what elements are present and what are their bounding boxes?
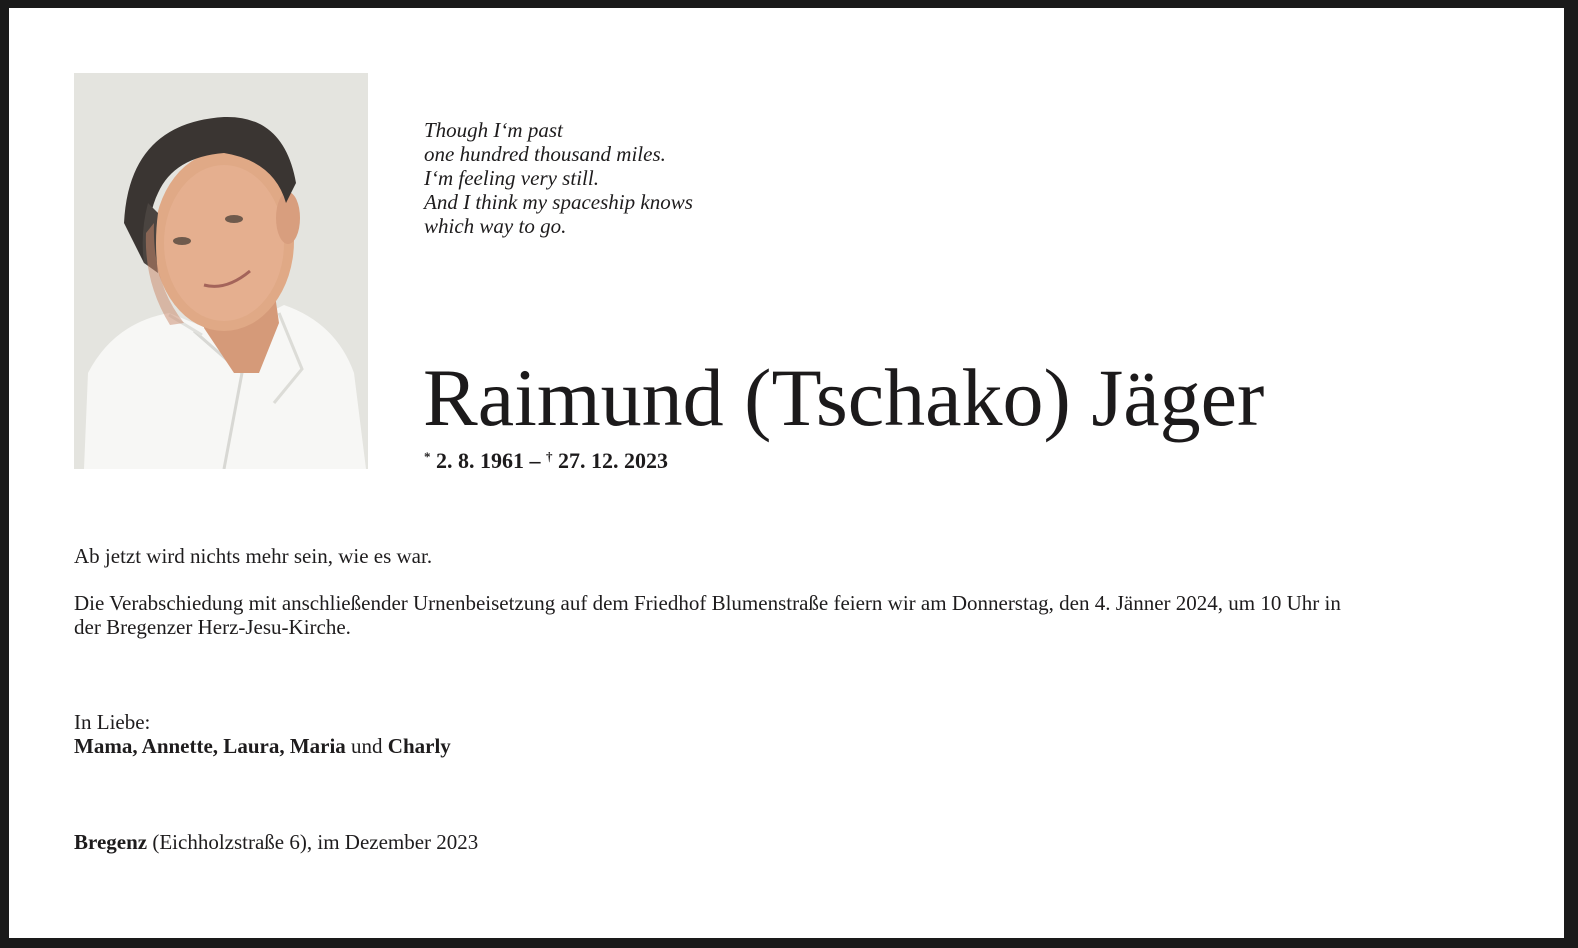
life-dates	[424, 448, 668, 474]
intro-text: Ab jetzt wird nichts mehr sein, wie es war.	[74, 544, 433, 568]
birth-symbol: *	[424, 449, 431, 464]
ceremony-line: Die Verabschiedung mit anschließender Urnenbeisetzung auf dem Friedhof Blumenstraße feiern wir am Donnerstag, den 4. Jänner 2024, um 10 Uhr in	[74, 591, 1341, 615]
birth-date: 2. 8. 1961	[436, 448, 524, 473]
ceremony-text	[74, 591, 1524, 639]
date-separator: –	[524, 448, 546, 473]
portrait-photo	[74, 73, 368, 469]
mourners-last-name: Charly	[387, 734, 451, 758]
poem-line: I‘m feeling very still.	[424, 166, 599, 190]
poem-line: which way to go.	[424, 214, 567, 238]
poem-quote	[424, 118, 693, 238]
death-date: 27. 12. 2023	[558, 448, 668, 473]
location-city: Bregenz	[74, 830, 148, 854]
location-rest: (Eichholzstraße 6), im Dezember 2023	[147, 830, 479, 854]
place-date-line	[74, 830, 1524, 854]
mourners-block	[74, 710, 1524, 758]
mourners-intro: In Liebe:	[74, 710, 151, 734]
poem-line: And I think my spaceship knows	[424, 190, 693, 214]
mourners-conjunction: und	[345, 734, 388, 758]
ceremony-line: der Bregenzer Herz-Jesu-Kirche.	[74, 615, 351, 639]
poem-line: one hundred thousand miles.	[424, 142, 666, 166]
mourners-names-group: Mama, Annette, Laura, Maria	[74, 734, 346, 758]
poem-line: Though I‘m past	[424, 118, 563, 142]
death-symbol: †	[546, 449, 553, 464]
deceased-name: Raimund (Tschako) Jäger	[423, 352, 1265, 443]
mourners-names	[74, 734, 1524, 758]
